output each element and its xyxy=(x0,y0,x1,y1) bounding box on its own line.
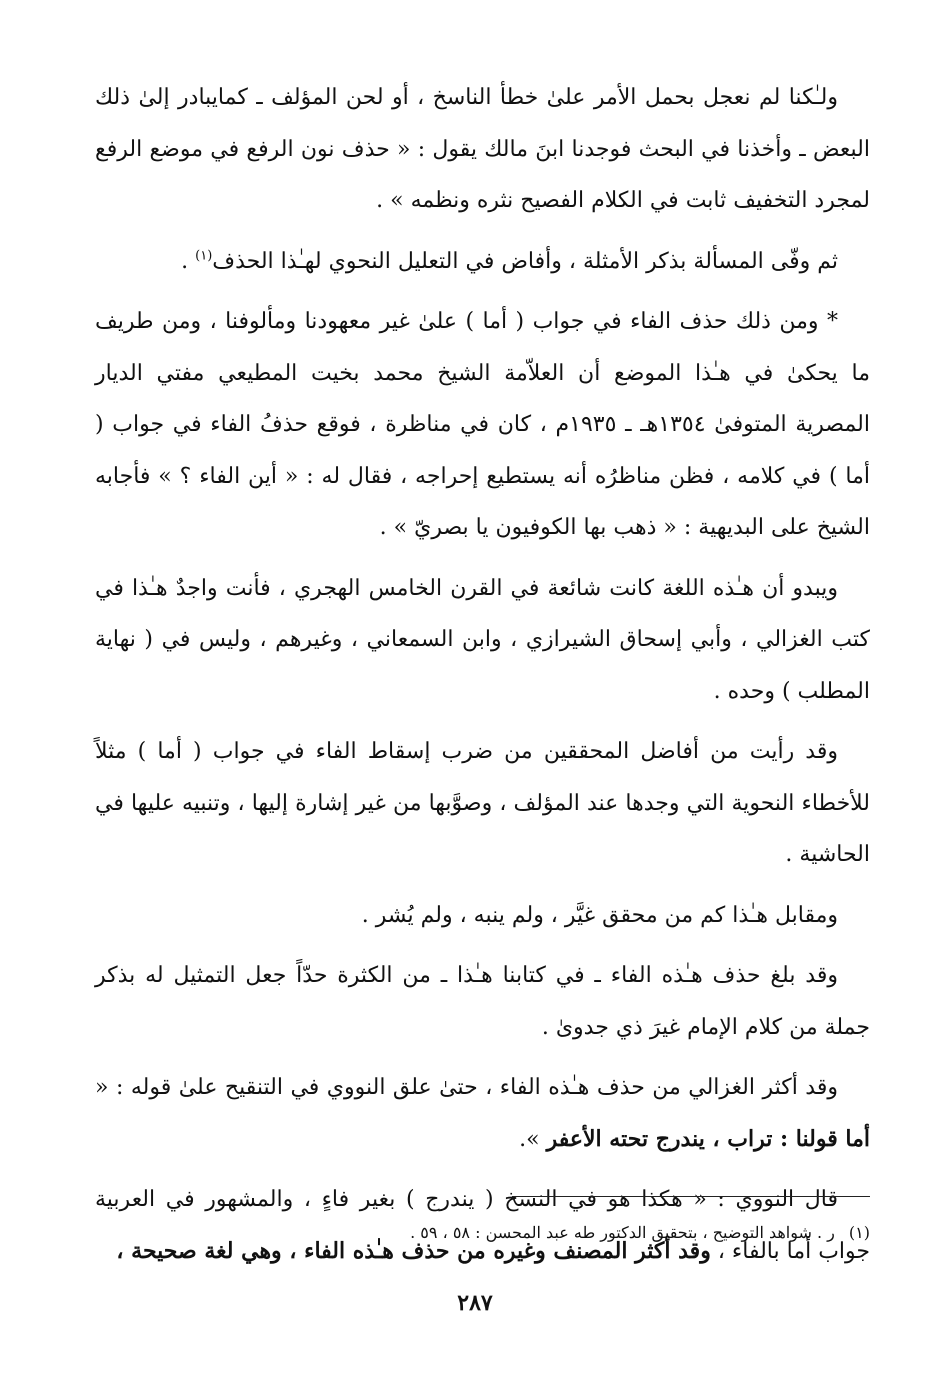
paragraph-6 xyxy=(95,890,870,942)
paragraph-8 xyxy=(95,1062,870,1165)
footnote xyxy=(95,1218,870,1248)
paragraph-2-end: . xyxy=(181,248,196,274)
paragraph-7-line-2: جملة من كلام الإمام غيرَ ذي جدوىٰ . xyxy=(541,1014,870,1040)
footnote-reference: (١) xyxy=(195,248,213,264)
footnote-text: ر . شواهد التوضيح ، بتحقيق الدكتور طه عبد المحسن : ٥٨ ، ٥٩ . xyxy=(410,1223,835,1242)
paragraph-3-line-5: الشيخ على البديهية : « ذهب بها الكوفيون يا بصريّ » . xyxy=(379,515,870,540)
footnote-divider xyxy=(512,1196,870,1197)
paragraph-9-line-2-bold: وقد أكثر المصنف وغيره من حذف هـٰذه الفاء ، وهي لغة صحيحة ، xyxy=(116,1237,711,1264)
footnote-number: (١) xyxy=(848,1223,870,1242)
paragraph-5-line-1: وقد رأيت من أفاضل المحققين من ضرب إسقاط الفاء في جواب ( أما ) مثلاً xyxy=(95,739,838,764)
paragraph-5 xyxy=(95,726,870,881)
paragraph-4 xyxy=(95,563,870,718)
paragraph-3 xyxy=(95,296,870,554)
bold-quote: أما قولنا : تراب ، يندرج تحته الأعفر xyxy=(546,1125,870,1152)
paragraph-1-line-1: ولـٰكنا لم نعجل بحمل الأمر علىٰ خطأ الناسخ ، أو لحن المؤلف ـ كمايبادر إلىٰ xyxy=(138,85,838,110)
main-text xyxy=(95,72,870,1286)
paragraph-1 xyxy=(95,72,870,227)
paragraph-4-line-3: المطلب ) وحده . xyxy=(713,678,870,704)
paragraph-3-line-3: المصرية المتوفىٰ ١٣٥٤هـ ـ ١٩٣٥م ، كان في مناظرة ، فوقع حذفُ الفاء في جواب xyxy=(112,412,870,437)
page-number: ٢٨٧ xyxy=(457,1290,493,1316)
paragraph-3-line-2: ما يحكىٰ في هـٰذا الموضع أن العلاّمة الشيخ محمد بخيت المطيعي مفتي الديار xyxy=(95,360,870,386)
quote-close: ». xyxy=(519,1126,547,1152)
paragraph-4-line-2: كتب الغزالي ، وأبي إسحاق الشيرازي ، وابن السمعاني ، وغيرهم ، وليس في ( نهاية xyxy=(95,627,870,652)
paragraph-9-line-1: قال النووي : « هكذا هو في النسخ ( يندرج ) بغير فاءٍ ، والمشهور في العربية xyxy=(95,1187,838,1212)
paragraph-1-line-2: ذلك البعض ـ وأخذنا في البحث فوجدنا ابنَ مالك يقول : « حذف نون الرفع في موضع xyxy=(95,85,870,162)
paragraph-6-line-1: ومقابل هـٰذا كم من محقق غيَّر ، ولم ينبه ، ولم يُشر . xyxy=(361,902,838,928)
paragraph-2-text: ثم وفّى المسألة بذكر الأمثلة ، وأفاض في التعليل النحوي لهـٰذا الحذف xyxy=(212,248,838,274)
paragraph-3-line-4: ( أما ) في كلامه ، فظن مناظرُه أنه يستطيع إحراجه ، فقال له : « أين الفاء ؟ » فأجابه xyxy=(95,412,870,489)
paragraph-8-line-1: وقد أكثر الغزالي من حذف هـٰذه الفاء ، حتىٰ علق النووي في التنقيح علىٰ قوله : xyxy=(115,1075,838,1100)
paragraph-2 xyxy=(95,236,870,288)
paragraph-9-line-2-plain: جواب أما بالفاء ، xyxy=(710,1238,870,1264)
paragraph-5-line-2: للأخطاء النحوية التي وجدها عند المؤلف ، وصوَّبها من غير إشارة إليها ، وتنبيه عليها xyxy=(130,790,871,816)
paragraph-3-line-1: * ومن ذلك حذف الفاء في جواب ( أما ) علىٰ غير معهودنا ومألوفنا ، ومن طريف xyxy=(95,309,838,334)
paragraph-4-line-1: ويبدو أن هـٰذه اللغة كانت شائعة في القرن الخامس الهجري ، فأنت واجدٌ هـٰذا في xyxy=(95,575,838,601)
quote-open: « xyxy=(95,1075,109,1100)
paragraph-1-line-3: الرفع لمجرد التخفيف ثابت في الكلام الفصيح نثره ونظمه » . xyxy=(95,136,870,213)
paragraph-7-line-1: وقد بلغ حذف هـٰذه الفاء ـ في كتابنا هـٰذا ـ من الكثرة حدّاً جعل التمثيل له بذكر xyxy=(95,963,838,988)
paragraph-5-line-3: في الحاشية . xyxy=(95,790,870,867)
paragraph-7 xyxy=(95,950,870,1053)
